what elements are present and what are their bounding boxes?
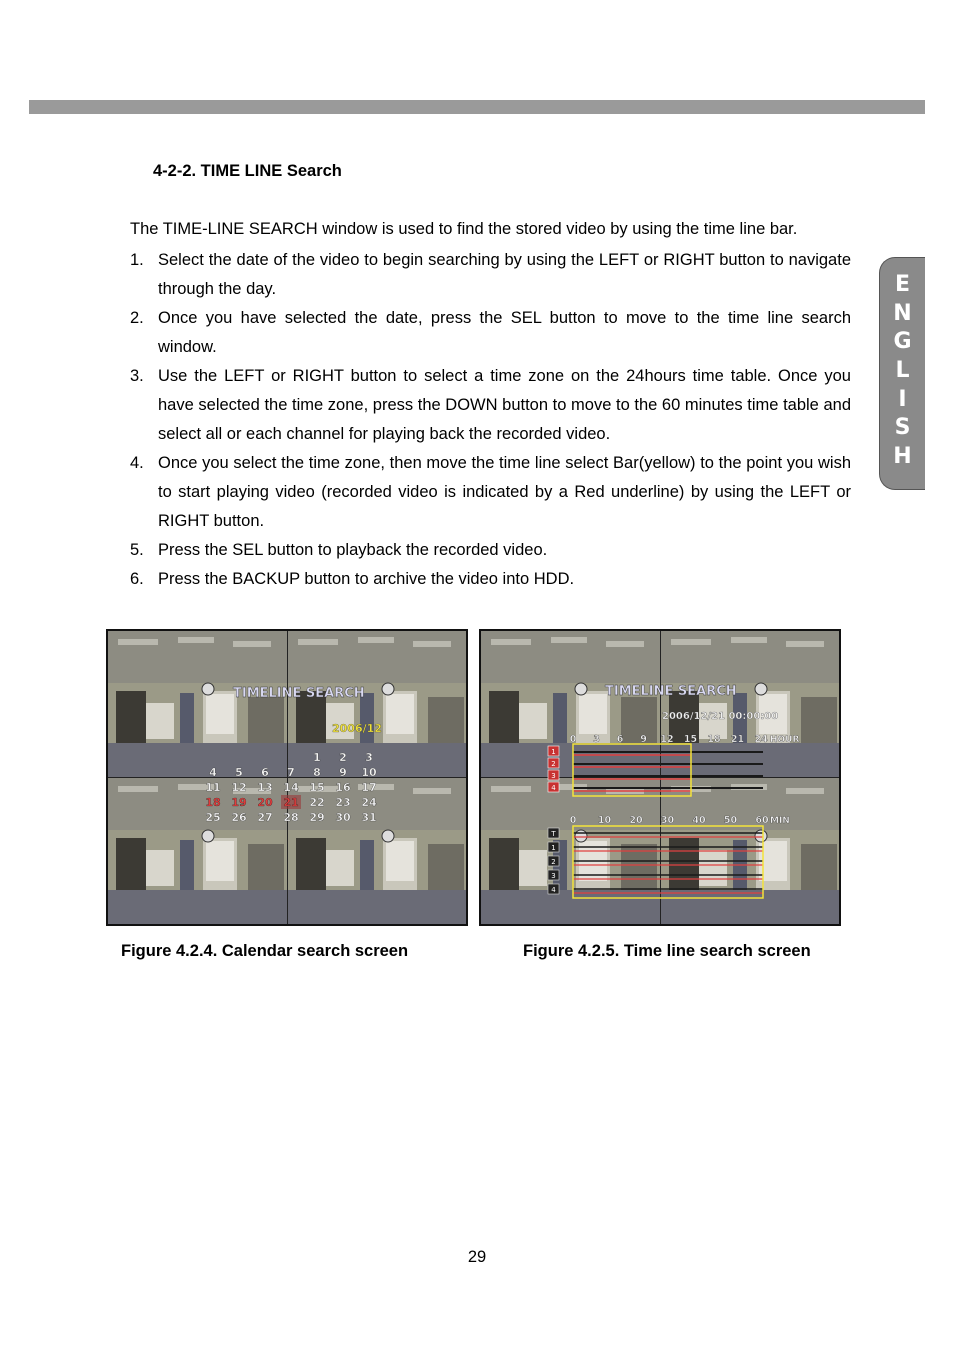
step-item [130, 362, 851, 449]
side-tab-letter: E [894, 272, 911, 297]
osd-datetime: 2006/12/21 00:00:00 [662, 711, 779, 722]
calendar-day: 28 [283, 811, 299, 824]
hour-tick-label: 12 [660, 734, 674, 745]
minute-tick-label: 30 [660, 815, 675, 826]
hour-tick-label: 15 [683, 734, 698, 745]
hour-tick-label: 24 [754, 734, 768, 745]
osd-title: TIMELINE SEARCH [605, 684, 737, 699]
osd-title: TIMELINE SEARCH [233, 686, 365, 701]
minute-channel-number: 3 [551, 872, 556, 880]
minute-tick-label: 0 [569, 815, 577, 826]
calendar-day: 22 [309, 796, 325, 809]
minute-tick-label: 10 [597, 815, 612, 826]
figure-caption-timeline: Figure 4.2.5. Time line search screen [523, 942, 811, 960]
side-tab-letter: G [893, 329, 912, 354]
hour-tick-label: 6 [616, 734, 624, 745]
channel-number: 1 [551, 748, 556, 756]
step-item [130, 246, 851, 304]
step-item [130, 304, 851, 362]
calendar-search-screenshot [106, 629, 468, 926]
osd-month: 2006/12 [332, 722, 382, 735]
minute-channel-number: 4 [551, 886, 556, 894]
calendar-day: 18 [205, 796, 221, 809]
hour-tick-label: 21 [730, 734, 745, 745]
calendar-day: 2 [339, 751, 347, 764]
calendar-day: 17 [361, 781, 377, 794]
minute-tick-label: 50 [723, 815, 738, 826]
calendar-day: 20 [257, 796, 273, 809]
side-tab-letter: N [893, 301, 912, 326]
calendar-day: 12 [231, 781, 247, 794]
calendar-day: 14 [283, 781, 299, 794]
steps-list [130, 246, 851, 594]
hour-tick-label: 3 [593, 734, 600, 745]
page-number: 29 [467, 1248, 487, 1266]
calendar-day: 25 [205, 811, 221, 824]
language-side-tab [879, 257, 925, 490]
calendar-day: 16 [335, 781, 351, 794]
step-item [130, 536, 851, 565]
calendar-day: 19 [231, 796, 247, 809]
section-title: 4-2-2. TIME LINE Search [153, 162, 342, 180]
step-number: 3. [130, 367, 144, 385]
calendar-day: 23 [335, 796, 351, 809]
step-text: Once you have selected the date, press the SEL button to move to the time line search window. [158, 309, 851, 356]
calendar-day: 15 [309, 781, 325, 794]
step-text: Use the LEFT or RIGHT button to select a time zone on the 24hours time table. Once you have selected the time zone, press the DOWN button to move to the 60 minutes time table and select all or each channel for playing back the recorded video. [158, 367, 851, 443]
minute-tick-label: 40 [692, 815, 706, 826]
calendar-day: 21 [283, 796, 299, 809]
calendar-day: 4 [209, 766, 217, 779]
calendar-day: 26 [231, 811, 247, 824]
channel-number: 2 [551, 760, 556, 768]
side-tab-letter: S [894, 415, 911, 440]
calendar-day: 30 [335, 811, 351, 824]
channel-number: 4 [551, 784, 556, 792]
step-item [130, 449, 851, 536]
channel-number: 3 [551, 772, 556, 780]
minute-tick-label: 60 [755, 815, 769, 826]
step-number: 2. [130, 309, 144, 327]
intro-paragraph: The TIME-LINE SEARCH window is used to find the stored video by using the time line bar. [130, 220, 798, 238]
header-rule [29, 100, 925, 114]
minute-channel-number: 2 [551, 858, 556, 866]
step-number: 1. [130, 251, 144, 269]
calendar-day: 1 [313, 751, 321, 764]
side-tab-letter: L [895, 358, 910, 383]
calendar-day: 10 [361, 766, 377, 779]
step-text: Once you select the time zone, then move the time line select Bar(yellow) to the point you wish to start playing video (recorded video is indicated by a Red underline) by using the LEFT or RIGHT button. [158, 454, 851, 530]
calendar-day: 24 [361, 796, 377, 809]
step-text: Press the SEL button to playback the recorded video. [158, 541, 548, 559]
step-item [130, 565, 851, 594]
calendar-day: 13 [257, 781, 273, 794]
calendar-day: 27 [257, 811, 273, 824]
hour-tick-label: 9 [640, 734, 647, 745]
side-tab-letter: I [898, 387, 907, 412]
hour-tick-label: 0 [569, 734, 577, 745]
step-text: Select the date of the video to begin searching by using the LEFT or RIGHT button to navigate through the day. [158, 251, 851, 298]
step-text: Press the BACKUP button to archive the video into HDD. [158, 570, 575, 588]
hour-tick-label: 18 [707, 734, 721, 745]
figure-caption-calendar: Figure 4.2.4. Calendar search screen [121, 942, 409, 960]
minute-channel-number: 1 [551, 844, 556, 852]
side-tab-letter: H [893, 444, 912, 469]
calendar-day: 7 [287, 766, 295, 779]
calendar-day: 6 [261, 766, 269, 779]
calendar-day: 11 [205, 781, 221, 794]
calendar-day: 8 [313, 766, 321, 779]
calendar-day: 29 [309, 811, 325, 824]
calendar-day: 5 [235, 766, 243, 779]
minute-tick-label: 20 [629, 815, 643, 826]
timeline-search-screenshot [479, 629, 841, 926]
calendar-day: 31 [361, 811, 377, 824]
calendar-day: 9 [339, 766, 347, 779]
step-number: 6. [130, 570, 144, 588]
minute-channel-number: T [551, 830, 556, 838]
step-number: 5. [130, 541, 144, 559]
step-number: 4. [130, 454, 144, 472]
hour-unit-label: HOUR [770, 735, 800, 745]
calendar-day: 3 [365, 751, 373, 764]
minute-unit-label: MIN [770, 816, 790, 826]
